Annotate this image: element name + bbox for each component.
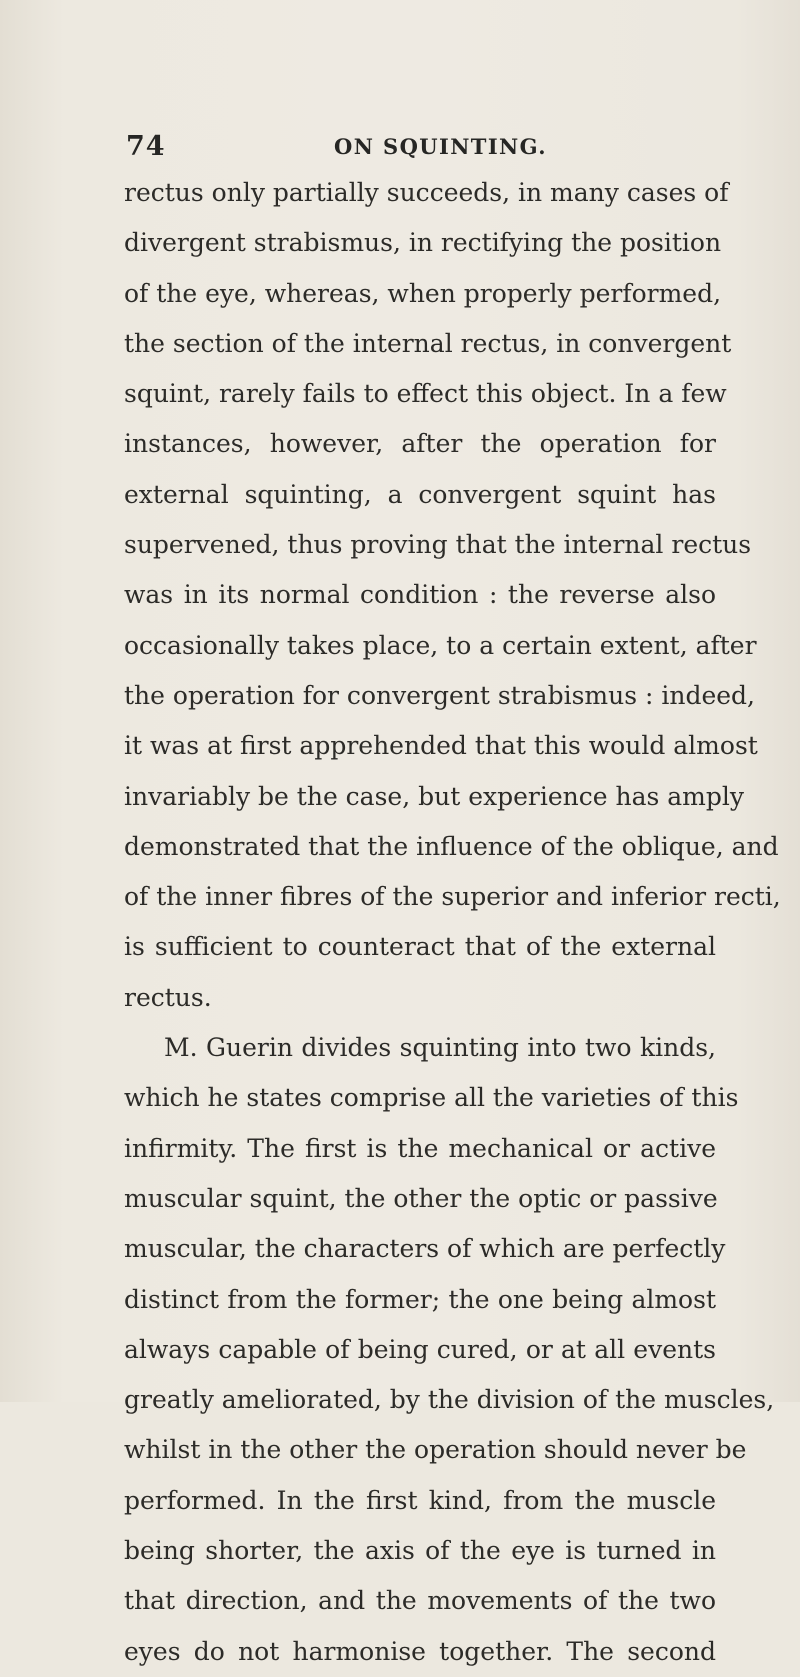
- text-line: divergent strabismus, in rectifying the position: [124, 228, 722, 258]
- text-line: the operation for convergent strabismus : indeed,: [124, 680, 756, 710]
- text-line: being shorter, the axis of the eye is turned in: [124, 1536, 716, 1566]
- text-line: instances, however, after the operation for: [124, 429, 716, 459]
- text-line: muscular, the characters of which are perfectly: [124, 1234, 726, 1264]
- text-line: of the eye, whereas, when properly performed,: [124, 278, 722, 308]
- text-line: eyes do not harmonise together. The second: [124, 1636, 716, 1666]
- text-line: was in its normal condition : the reverse also: [124, 580, 716, 610]
- running-title: ON SQUINTING.: [334, 134, 547, 159]
- text-line: is sufficient to counteract that of the external: [124, 932, 716, 962]
- body-text: [124, 168, 781, 1677]
- text-line: the section of the internal rectus, in convergent: [124, 328, 732, 358]
- text-line: greatly ameliorated, by the division of the muscles,: [124, 1385, 775, 1415]
- text-line: of the inner fibres of the superior and inferior recti,: [124, 882, 781, 912]
- page-number: 74: [126, 131, 166, 162]
- text-line: muscular squint, the other the optic or passive: [124, 1183, 718, 1213]
- text-line: occasionally takes place, to a certain extent, after: [124, 630, 757, 660]
- text-line: demonstrated that the influence of the oblique, and: [124, 831, 779, 861]
- text-line: always capable of being cured, or at all events: [124, 1334, 716, 1364]
- text-line: external squinting, a convergent squint has: [124, 479, 716, 509]
- paragraph-last-line: rectus.: [124, 982, 212, 1012]
- text-line: that direction, and the movements of the two: [124, 1586, 716, 1616]
- text-line: squint, rarely fails to effect this object. In a few: [124, 379, 727, 409]
- text-line: invariably be the case, but experience has amply: [124, 781, 744, 811]
- text-line: performed. In the first kind, from the muscle: [124, 1485, 716, 1515]
- page-header: [126, 131, 716, 167]
- text-line: supervened, thus proving that the internal rectus: [124, 530, 752, 560]
- paragraph-first-line: M. Guerin divides squinting into two kinds,: [164, 1033, 716, 1063]
- text-line: it was at first apprehended that this would almost: [124, 731, 758, 761]
- text-line: distinct from the former; the one being almost: [124, 1284, 716, 1314]
- text-line: whilst in the other the operation should never be: [124, 1435, 747, 1465]
- text-line: which he states comprise all the varieties of this: [124, 1083, 739, 1113]
- text-line: rectus only partially succeeds, in many cases of: [124, 178, 729, 207]
- text-line: infirmity. The first is the mechanical or active: [124, 1133, 716, 1163]
